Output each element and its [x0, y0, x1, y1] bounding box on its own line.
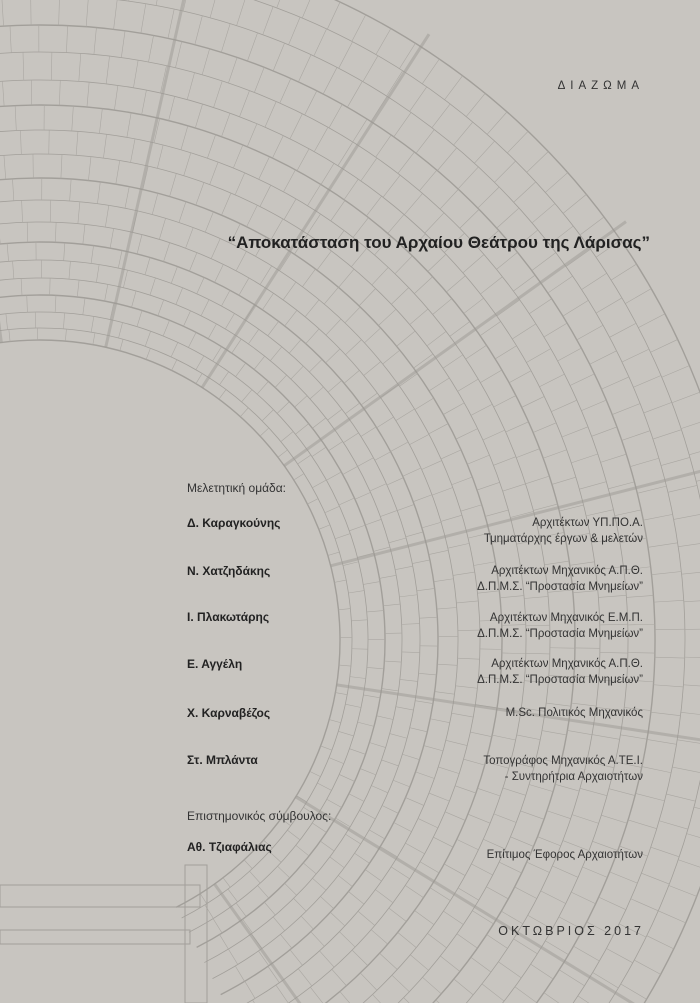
publication-date: ΟΚΤΩΒΡΙΟΣ 2017 [498, 924, 644, 938]
team-label: Μελετητική ομάδα: [187, 481, 286, 495]
team-member-role [383, 563, 643, 595]
role-line: Δ.Π.Μ.Σ. “Προστασία Μνημείων” [477, 674, 643, 686]
advisor-name: Αθ. Τζιαφάλιας [187, 840, 272, 854]
advisor-label: Επιστημονικός σύμβουλος: [187, 809, 332, 823]
role-line: Αρχιτέκτων Μηχανικός Α.Π.Θ. [491, 565, 643, 577]
role-line: Δ.Π.Μ.Σ. “Προστασία Μνημείων” [477, 628, 643, 640]
role-line: - Συντηρήτρια Αρχαιοτήτων [504, 771, 643, 783]
role-line: Τοπογράφος Μηχανικός Α.ΤΕ.Ι. [483, 755, 643, 767]
role-line: Επίτιμος Έφορος Αρχαιοτήτων [486, 849, 643, 861]
team-member-name: Ν. Χατζηδάκης [187, 564, 271, 578]
team-member-name: Δ. Καραγκούνης [187, 516, 281, 530]
team-member-role [383, 753, 643, 785]
team-member-role [383, 515, 643, 547]
role-line: Αρχιτέκτων Μηχανικός Ε.Μ.Π. [489, 612, 643, 624]
team-member-name: Ι. Πλακωτάρης [187, 610, 270, 624]
team-member-role [383, 656, 643, 688]
document-title: “Αποκατάσταση του Αρχαίου Θεάτρου της Λάρισας” [227, 233, 650, 252]
team-member-name: Στ. Μπλάντα [187, 753, 258, 767]
role-line: M.Sc. Πολιτικός Μηχανικός [505, 707, 643, 719]
team-member-role [383, 610, 643, 642]
team-member-role [383, 705, 643, 721]
role-line: Τμηματάρχης έργων & μελετών [483, 533, 643, 545]
advisor-role [383, 847, 643, 863]
role-line: Αρχιτέκτων Μηχανικός Α.Π.Θ. [491, 658, 643, 670]
team-member-name: Χ. Καρναβέζος [187, 706, 271, 720]
role-line: Αρχιτέκτων ΥΠ.ΠΟ.Α. [532, 517, 643, 529]
role-line: Δ.Π.Μ.Σ. “Προστασία Μνημείων” [477, 581, 643, 593]
organization-name: ΔΙΑΖΩΜΑ [557, 80, 644, 92]
team-member-name: Ε. Αγγέλη [187, 657, 243, 671]
